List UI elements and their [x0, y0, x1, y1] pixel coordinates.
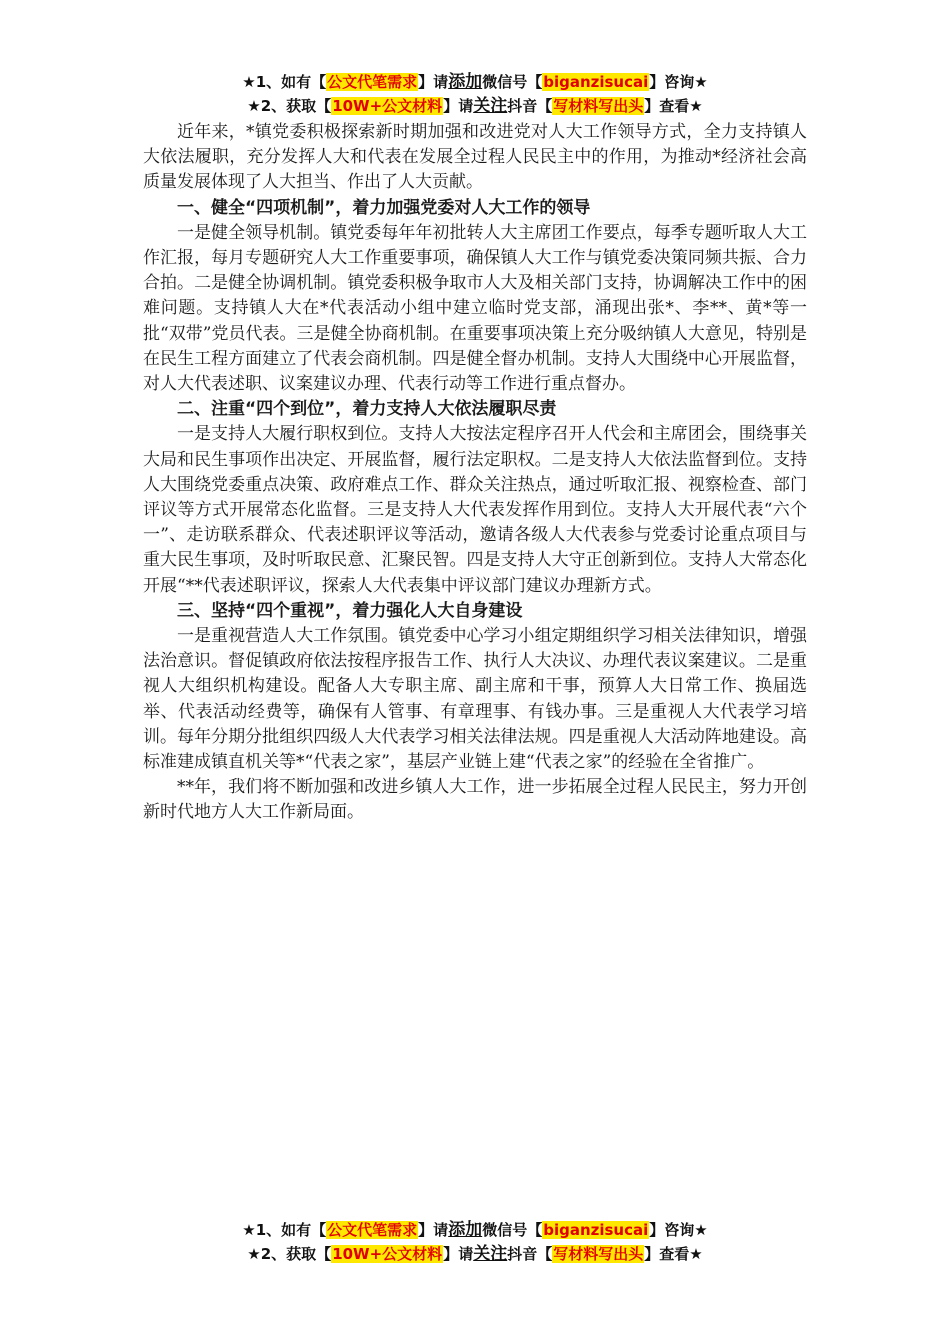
star-icon: ★	[247, 97, 261, 115]
star-icon: ★	[247, 1245, 261, 1263]
section-body-1: 一是健全领导机制。镇党委每年年初批转人大主席团工作要点，每季专题听取人大工作汇报，每月专题研究人大工作重要事项，确保镇人大工作与镇党委决策同频共振、合力合拍。二是健全协调机制。镇党委积极争取市人大及相关部门支持，协调解决工作中的困难问题。支持镇人大在*代表活动小组中建立临时党支部，涌现出张*、李**、黄*等一批“双带”党员代表。三是健全协商机制。在重要事项决策上充分吸纳镇人大意见，特别是在民生工程方面建立了代表会商机制。四是健全督办机制。支持人大围绕中心开展监督，对人大代表述职、议案建议办理、代表行动等工作进行重点督办。	[143, 222, 807, 395]
highlight-wechat-id: biganzisucai	[543, 73, 649, 91]
footer-promo-banner	[0, 1218, 950, 1266]
star-icon: ★	[242, 73, 256, 91]
highlight-service: 公文代笔需求	[327, 1221, 418, 1239]
section-heading-3: 三、坚持“四个重视”，着力强化人大自身建设	[177, 600, 523, 621]
highlight-service: 公文代笔需求	[327, 73, 418, 91]
article-body	[143, 120, 807, 826]
promo-line-1: ★1、如有【公文代笔需求】请添加微信号【biganzisucai】咨询★	[242, 1220, 708, 1240]
highlight-wechat-id: biganzisucai	[543, 1221, 649, 1239]
promo-line-2: ★2、获取【10W+公文材料】请关注抖音【写材料写出头】查看★	[247, 96, 703, 116]
intro-paragraph: 近年来，*镇党委积极探索新时期加强和改进党对人大工作领导方式，全力支持镇人大依法履职，充分发挥人大和代表在发展全过程人民民主中的作用，为推动*经济社会高质量发展体现了人大担当、作出了人大贡献。	[143, 122, 807, 193]
star-icon: ★	[242, 1221, 256, 1239]
section-body-2: 一是支持人大履行职权到位。支持人大按法定程序召开人代会和主席团会，围绕事关大局和民生事项作出决定、开展监督，履行法定职权。二是支持人大依法监督到位。支持人大围绕党委重点决策、政府难点工作、群众关注热点，通过听取汇报、视察检查、部门评议等方式开展常态化监督。三是支持人大代表发挥作用到位。支持人大开展代表“六个一”、走访联系群众、代表述职评议等活动，邀请各级人大代表参与党委讨论重点项目与重大民生事项，及时听取民意、汇聚民智。四是支持人大守正创新到位。支持人大常态化开展“**代表述职评议，探索人大代表集中评议部门建议办理新方式。	[143, 424, 807, 596]
highlight-materials: 10W+公文材料	[332, 1245, 443, 1263]
highlight-materials: 10W+公文材料	[332, 97, 443, 115]
closing-paragraph: **年，我们将不断加强和改进乡镇人大工作，进一步拓展全过程人民民主，努力开创新时代地方人大工作新局面。	[143, 777, 807, 823]
header-promo-banner	[0, 70, 950, 118]
highlight-douyin: 写材料写出头	[553, 97, 644, 115]
highlight-douyin: 写材料写出头	[553, 1245, 644, 1263]
section-heading-1: 一、健全“四项机制”，着力加强党委对人大工作的领导	[177, 197, 591, 218]
section-body-3: 一是重视营造人大工作氛围。镇党委中心学习小组定期组织学习相关法律知识，增强法治意识。督促镇政府依法按程序报告工作、执行人大决议、办理代表议案建议。二是重视人大组织机构建设。配备人大专职主席、副主席和干事，预算人大日常工作、换届选举、代表活动经费等，确保有人管事、有章理事、有钱办事。三是重视人大代表学习培训。每年分期分批组织四级人大代表学习相关法律法规。四是重视人大活动阵地建设。高标准建成镇直机关等*“代表之家”，基层产业链上建“代表之家”的经验在全省推广。	[143, 626, 807, 773]
promo-line-1: ★1、如有【公文代笔需求】请添加微信号【biganzisucai】咨询★	[242, 72, 708, 92]
promo-line-2: ★2、获取【10W+公文材料】请关注抖音【写材料写出头】查看★	[247, 1244, 703, 1264]
section-heading-2: 二、注重“四个到位”，着力支持人大依法履职尽责	[177, 399, 557, 420]
